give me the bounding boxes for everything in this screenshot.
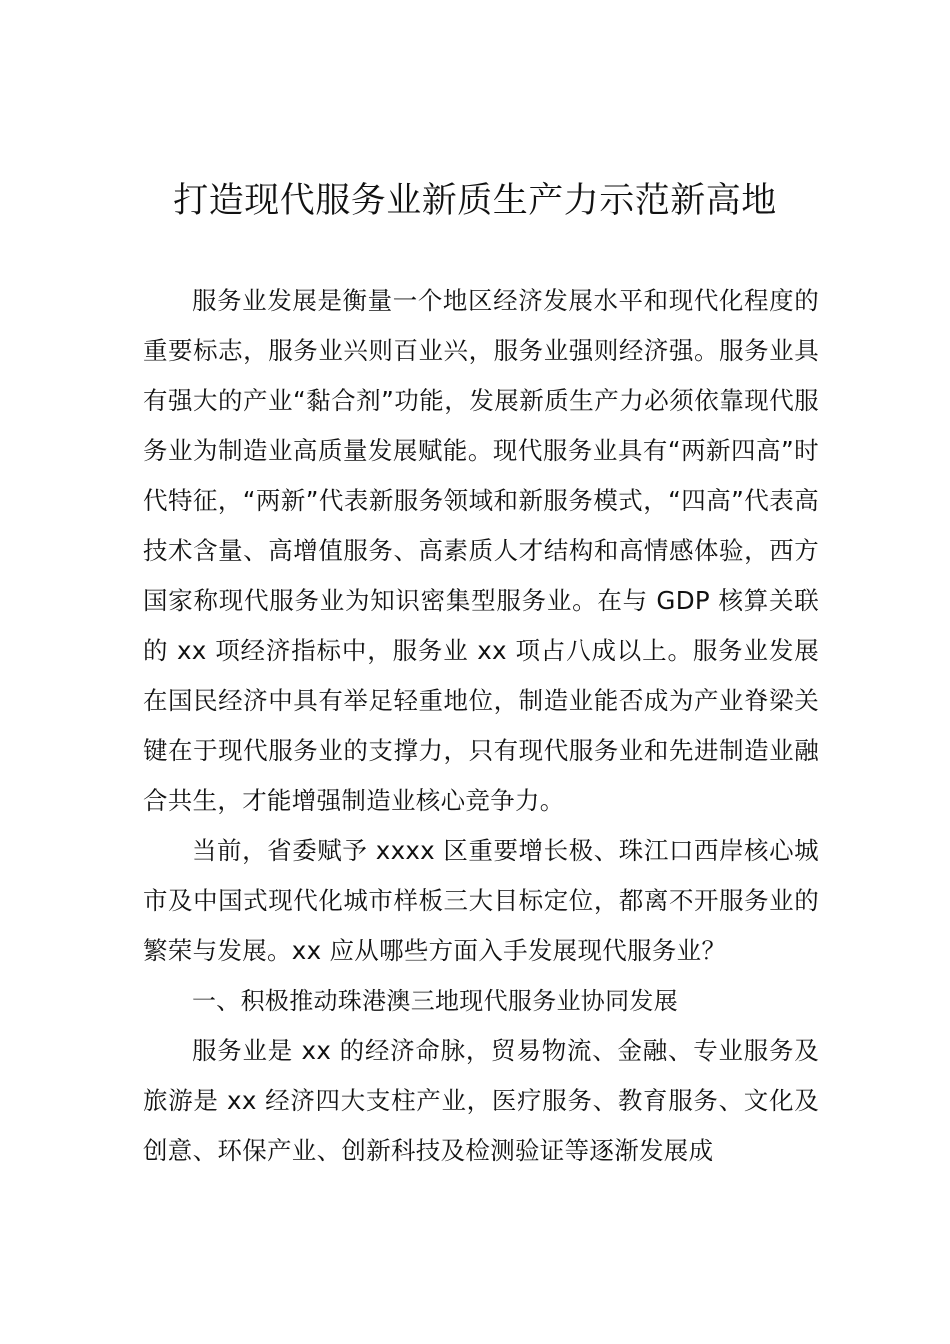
paragraph-current-situation: 当前，省委赋予 xxxx 区重要增长极、珠江口西岸核心城市及中国式现代化城市样板三大目标定位，都离不开服务业的繁荣与发展。xx 应从哪些方面入手发展现代服务业？	[143, 836, 819, 965]
paragraph-intro: 服务业发展是衡量一个地区经济发展水平和现代化程度的重要标志，服务业兴则百业兴，服务业强则经济强。服务业具有强大的产业“黏合剂”功能，发展新质生产力必须依靠现代服务业为制造业高质量发展赋能。现代服务业具有“两新四高”时代特征，“两新”代表新服务领域和新服务模式，“四高”代表高技术含量、高增值服务、高素质人才结构和高情感体验，西方国家称现代服务业为知识密集型服务业。在与 GDP 核算关联的 xx 项经济指标中，服务业 xx 项占八成以上。服务业发展在国民经济中具有举足轻重地位，制造业能否成为产业脊梁关键在于现代服务业的支撑力，只有现代服务业和先进制造业融合共生，才能增强制造业核心竞争力。	[143, 286, 819, 815]
document-title: 打造现代服务业新质生产力示范新高地	[173, 181, 777, 221]
section-heading-1: 一、积极推动珠港澳三地现代服务业协同发展	[192, 987, 678, 1015]
document-body	[143, 276, 819, 1176]
paragraph-section-1: 服务业是 xx 的经济命脉，贸易物流、金融、专业服务及旅游是 xx 经济四大支柱产业，医疗服务、教育服务、文化及创意、环保产业、创新科技及检测验证等逐渐发展成	[143, 1036, 819, 1165]
